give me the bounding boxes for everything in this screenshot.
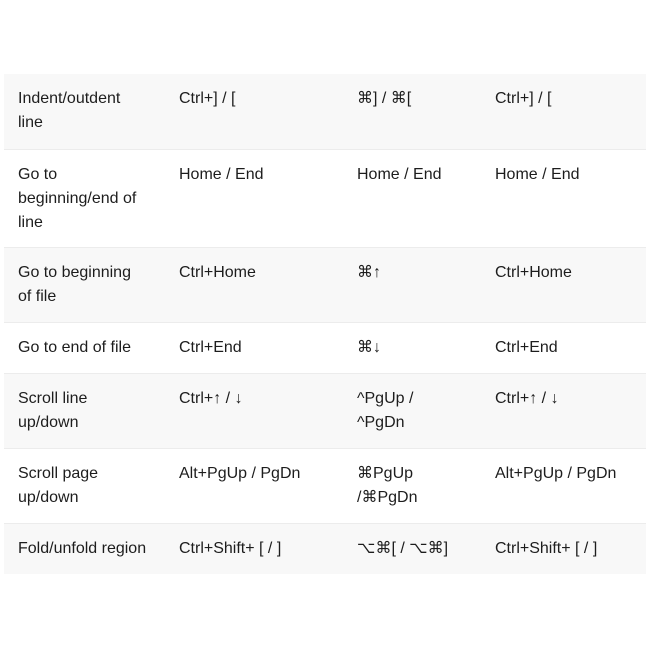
action-cell: Go to end of file — [4, 322, 164, 373]
windows-shortcut-cell: Home / End — [164, 149, 341, 247]
mac-shortcut-cell: Home / End — [341, 149, 477, 247]
action-cell: Scroll line up/down — [4, 373, 164, 448]
mac-shortcut-cell: ⌥⌘[ / ⌥⌘] — [341, 523, 477, 574]
windows-shortcut-cell: Ctrl+Shift+ [ / ] — [164, 523, 341, 574]
linux-shortcut-cell: Ctrl+Shift+ [ / ] — [477, 523, 646, 574]
mac-shortcut-cell: ⌘↓ — [341, 322, 477, 373]
windows-shortcut-cell: Alt+PgUp / PgDn — [164, 448, 341, 523]
linux-shortcut-cell: Ctrl+] / [ — [477, 74, 646, 149]
action-cell: Fold/unfold region — [4, 523, 164, 574]
linux-shortcut-cell: Ctrl+End — [477, 322, 646, 373]
shortcut-table — [4, 74, 646, 574]
table-row — [4, 322, 646, 373]
mac-shortcut-cell: ^PgUp / ^PgDn — [341, 373, 477, 448]
linux-shortcut-cell: Home / End — [477, 149, 646, 247]
action-cell: Indent/outdent line — [4, 74, 164, 149]
linux-shortcut-cell: Alt+PgUp / PgDn — [477, 448, 646, 523]
linux-shortcut-cell: Ctrl+Home — [477, 247, 646, 322]
action-cell: Scroll page up/down — [4, 448, 164, 523]
table-row — [4, 448, 646, 523]
mac-shortcut-cell: ⌘↑ — [341, 247, 477, 322]
windows-shortcut-cell: Ctrl+Home — [164, 247, 341, 322]
table-row — [4, 523, 646, 574]
action-cell: Go to beginning/end of line — [4, 149, 164, 247]
linux-shortcut-cell: Ctrl+↑ / ↓ — [477, 373, 646, 448]
table-row — [4, 247, 646, 322]
action-cell: Go to beginning of file — [4, 247, 164, 322]
table-row — [4, 74, 646, 149]
windows-shortcut-cell: Ctrl+End — [164, 322, 341, 373]
windows-shortcut-cell: Ctrl+] / [ — [164, 74, 341, 149]
table-row — [4, 149, 646, 247]
table-row — [4, 373, 646, 448]
mac-shortcut-cell: ⌘PgUp /⌘PgDn — [341, 448, 477, 523]
mac-shortcut-cell: ⌘] / ⌘[ — [341, 74, 477, 149]
windows-shortcut-cell: Ctrl+↑ / ↓ — [164, 373, 341, 448]
